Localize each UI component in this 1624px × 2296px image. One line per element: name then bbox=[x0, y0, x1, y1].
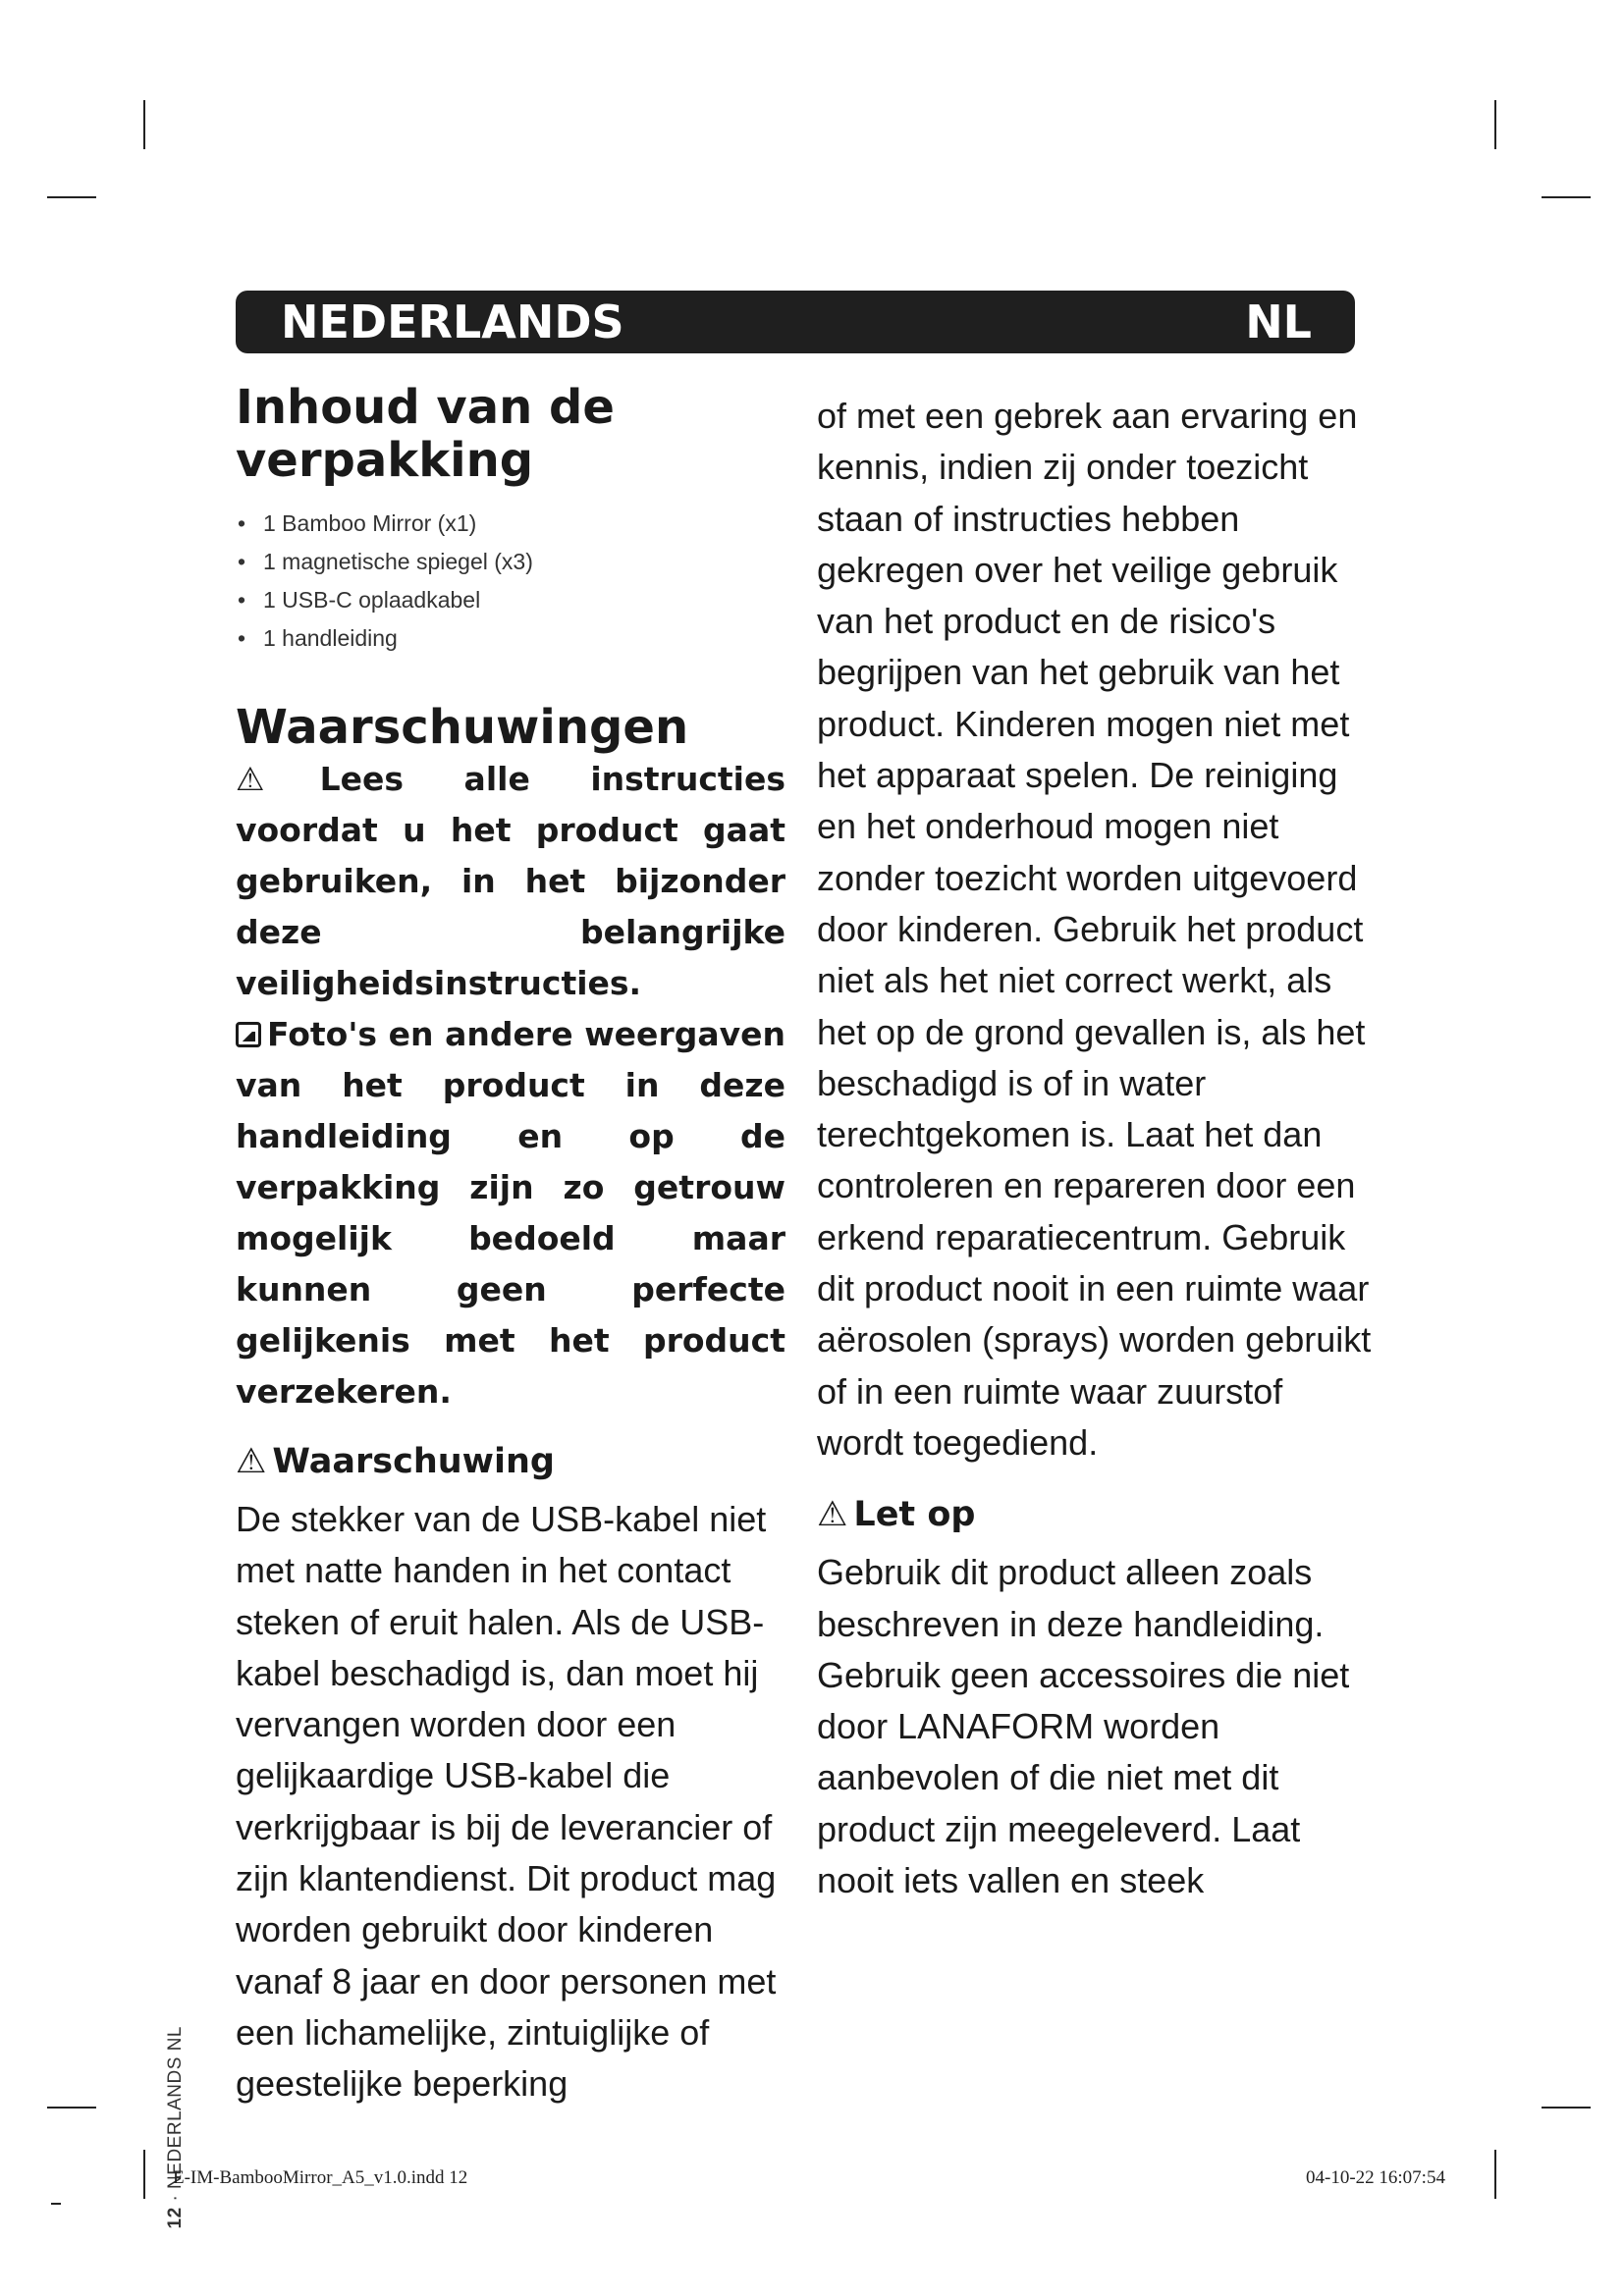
warning-heading-text: Waarschuwing bbox=[272, 1442, 555, 1481]
warning-paragraph-continued: of met een gebrek aan ervaring en kennis, indien zij onder toezicht staan of instructies hebben gekregen over het veilige gebruik van het product en de risico's begrijpen van het gebruik van het product. Kinderen mogen niet met het apparaat spelen. De reiniging en het onderhoud mogen niet zonder toezicht worden uitgevoerd door kinderen. Gebruik het product niet als het niet correct werkt, als het op de grond gevallen is, als het beschadigd is of in water terechtgekomen is. Laat het dan controleren en repareren door een erkend reparatiecentrum. Gebruik dit product nooit in een ruimte waar aërosolen (sprays) worden gebruikt of in een ruimte waar zuurstof wordt toegediend. bbox=[817, 396, 1372, 1463]
photo-disclaimer-text: Foto's en andere weergaven van het product in deze handleiding en op de verpakking zijn zo getrouw mogelijk bedoeld maar kunnen geen perfecte gelijkenis met het product verzekeren. bbox=[236, 1015, 785, 1411]
crop-mark bbox=[47, 196, 96, 198]
warning-triangle-icon: ⚠ bbox=[236, 1442, 267, 1481]
crop-mark bbox=[143, 100, 145, 149]
footer-file: E-IM-BambooMirror_A5_v1.0.indd 12 bbox=[173, 2167, 468, 2188]
list-item: • 1 USB-C oplaadkabel bbox=[236, 581, 785, 619]
packaging-list bbox=[236, 505, 785, 658]
footer-timestamp: 04-10-22 16:07:54 bbox=[1306, 2167, 1445, 2188]
caution-heading-text: Let op bbox=[853, 1495, 976, 1535]
crop-mark bbox=[1542, 2107, 1591, 2109]
list-item: • 1 magnetische spiegel (x3) bbox=[236, 543, 785, 581]
language-header bbox=[236, 291, 1355, 353]
list-item: • 1 Bamboo Mirror (x1) bbox=[236, 505, 785, 543]
side-separator: · bbox=[165, 2188, 186, 2208]
warning-paragraph: De stekker van de USB-kabel niet met natte handen in het contact steken of eruit halen. Als de USB-kabel beschadigd is, dan moet hij vervangen worden door een gelijkaardige USB-kabel die verkrijgbaar is bij de leverancier of zijn klantendienst. Dit product mag worden gebruikt door kinderen vanaf 8 jaar en door personen met een lichamelijke, zintuiglijke of geestelijke beperking bbox=[236, 1499, 777, 2105]
photo-icon bbox=[236, 1022, 261, 1047]
side-section: NEDERLANDS NL bbox=[165, 2026, 186, 2189]
warning-triangle-icon: ⚠ bbox=[817, 1495, 848, 1535]
crop-mark bbox=[1494, 100, 1496, 149]
packaging-title: Inhoud van de verpakking bbox=[236, 380, 615, 488]
crop-mark bbox=[143, 2150, 145, 2199]
crop-mark bbox=[51, 2203, 61, 2205]
language-title: NEDERLANDS bbox=[281, 295, 624, 348]
caution-heading bbox=[817, 1490, 1375, 1539]
warnings-intro-text: Lees alle instructies voordat u het product gaat gebruiken, in het bijzonder deze belangrijke veiligheidsinstructies. bbox=[236, 760, 785, 1002]
crop-mark bbox=[47, 2107, 96, 2109]
page-number: 12 bbox=[165, 2207, 186, 2229]
warnings-intro bbox=[236, 754, 785, 1009]
left-column bbox=[236, 381, 785, 2110]
warning-triangle-icon: ⚠ bbox=[236, 760, 314, 798]
warning-heading bbox=[236, 1437, 785, 1486]
side-page-label bbox=[165, 2026, 187, 2228]
list-item: • 1 handleiding bbox=[236, 619, 785, 658]
crop-mark bbox=[1494, 2150, 1496, 2199]
crop-mark bbox=[1542, 196, 1591, 198]
photo-disclaimer bbox=[236, 1009, 785, 1417]
warnings-title: Waarschuwingen bbox=[236, 700, 689, 755]
caution-paragraph: Gebruik dit product alleen zoals beschreven in deze handleiding. Gebruik geen accessoires die niet door LANAFORM worden aanbevolen of die niet met dit product zijn meegeleverd. Laat nooit iets vallen en steek bbox=[817, 1552, 1350, 1901]
language-code: NL bbox=[1245, 295, 1312, 348]
right-column bbox=[817, 391, 1375, 1906]
